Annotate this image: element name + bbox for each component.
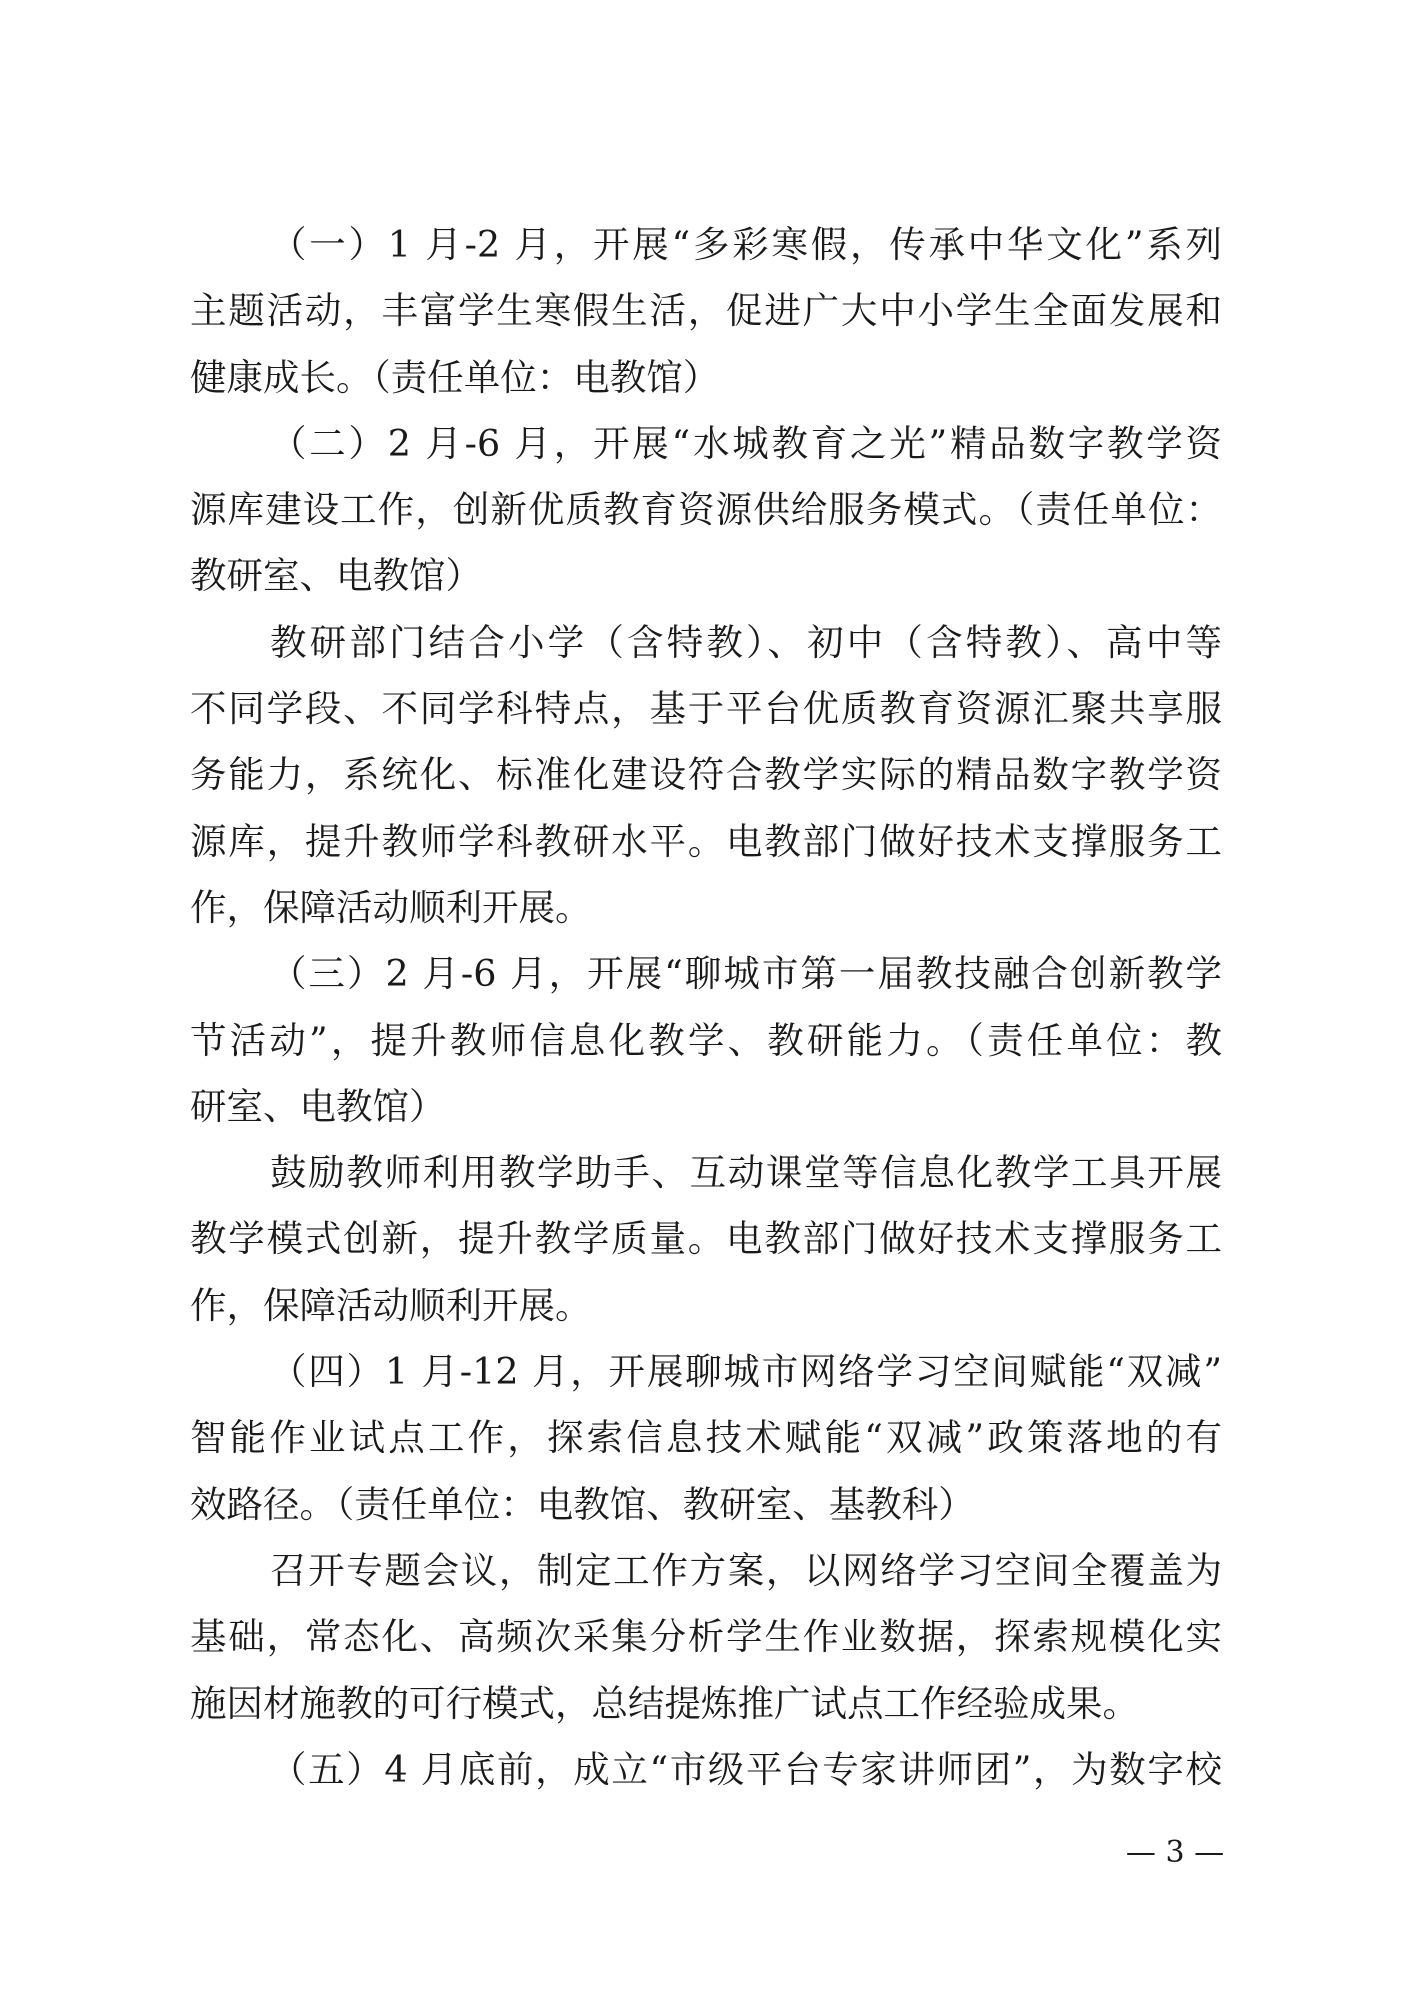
paragraph [190,1140,1222,1339]
text-line: 研室、电教馆） [190,1084,446,1128]
page-number: — 3 — [1125,1835,1225,1870]
text-line: （一）1 月-2 月，开展“多彩寒假，传承中华文化”系列 [270,223,1222,266]
text-line: （五）4 月底前，成立“市级平台专家讲师团”，为数字校 [270,1747,1222,1791]
paragraph [190,411,1222,610]
text-line: 节活动”，提升教师信息化教学、教研能力。（责任单位：教 [190,1018,1222,1062]
document-body [190,212,1222,1803]
text-line: （三）2 月-6 月，开展“聊城市第一届教技融合创新教学 [270,952,1222,996]
text-line: 施因材施教的可行模式，总结提炼推广试点工作经验成果。 [190,1681,1139,1725]
text-line: 智能作业试点工作，探索信息技术赋能“双减”政策落地的有 [190,1416,1222,1460]
text-line: 主题活动，丰富学生寒假生活，促进广大中小学生全面发展和 [190,289,1222,333]
text-line: 鼓励教师利用教学助手、互动课堂等信息化教学工具开展 [270,1151,1222,1195]
text-line: 作，保障活动顺利开展。 [190,1283,592,1327]
text-line: （二）2 月-6 月，开展“水城教育之光”精品数字教学资 [270,421,1222,465]
text-line: 教研部门结合小学（含特教）、初中（含特教）、高中等 [270,620,1222,664]
text-line: 教研室、电教馆） [190,554,482,598]
text-line: 作，保障活动顺利开展。 [190,885,592,929]
paragraph [190,212,1222,411]
text-line: 效路径。（责任单位：电教馆、教研室、基教科） [190,1482,975,1526]
text-line: 教学模式创新，提升教学质量。电教部门做好技术支撑服务工 [190,1217,1222,1261]
paragraph [190,1339,1222,1538]
paragraph [190,610,1222,941]
paragraph [190,941,1222,1140]
paragraph [190,1737,1222,1803]
text-line: 源库建设工作，创新优质教育资源供给服务模式。（责任单位： [190,488,1222,532]
text-line: 不同学段、不同学科特点，基于平台优质教育资源汇聚共享服 [190,687,1222,731]
text-line: 务能力，系统化、标准化建设符合教学实际的精品数字教学资 [190,753,1222,797]
text-line: （四）1 月-12 月，开展聊城市网络学习空间赋能“双减” [270,1350,1222,1394]
text-line: 健康成长。（责任单位：电教馆） [190,355,720,399]
paragraph [190,1538,1222,1737]
text-line: 召开专题会议，制定工作方案，以网络学习空间全覆盖为 [270,1548,1222,1592]
text-line: 源库，提升教师学科教研水平。电教部门做好技术支撑服务工 [190,819,1222,863]
text-line: 基础，常态化、高频次采集分析学生作业数据，探索规模化实 [190,1615,1222,1659]
